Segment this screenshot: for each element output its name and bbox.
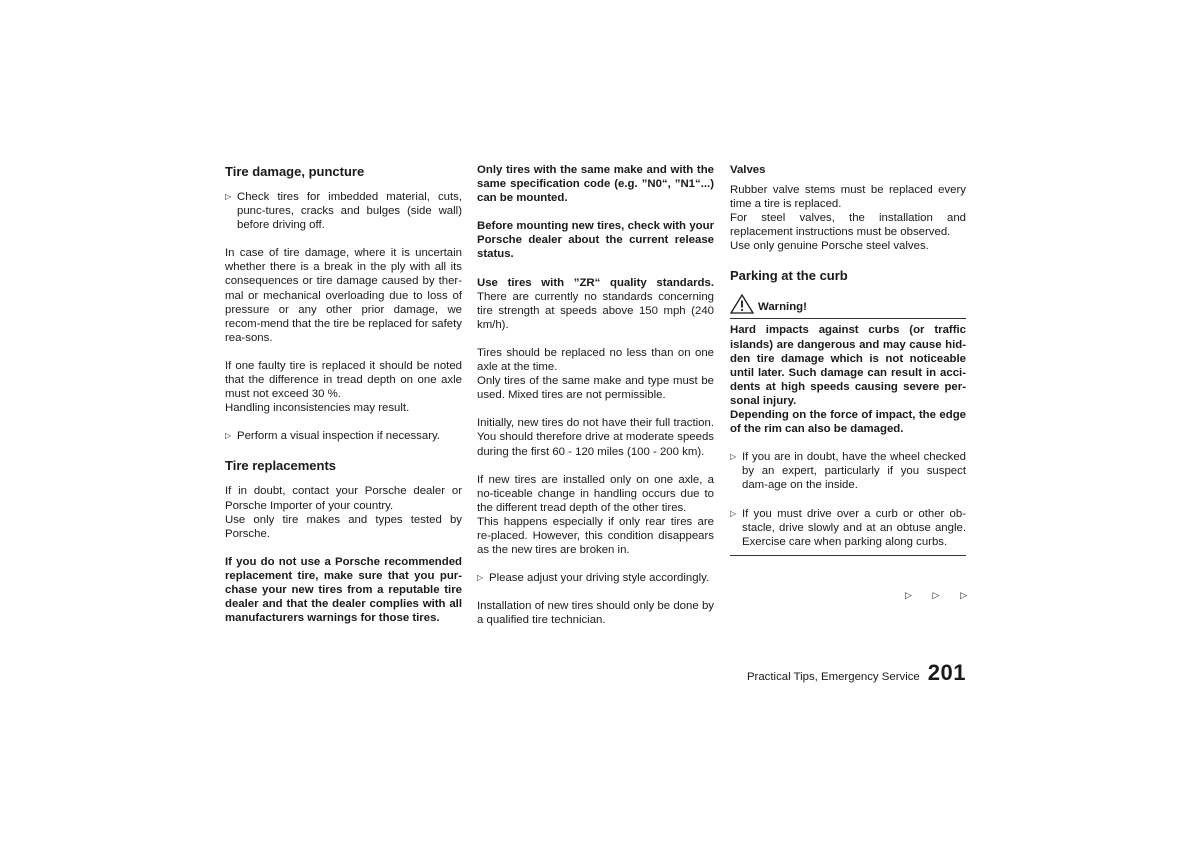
- paragraph: If new tires are installed only on one axle, a no-ticeable change in handling occurs due to the different tread depth of the other tires.: [477, 473, 714, 514]
- triangle-bullet-icon: ▷: [225, 431, 232, 441]
- triangle-bullet-icon: ▷: [225, 192, 232, 201]
- triangle-right-icon: ▷: [960, 590, 967, 600]
- bullet-text: Perform a visual inspection if necessary.: [237, 430, 441, 443]
- heading-tire-damage: Tire damage, puncture: [225, 164, 365, 179]
- column-right: [730, 163, 966, 556]
- paragraph-bold: Only tires with the same make and with the same specification code (e.g. ”N0“, ”N1“...) can be mounted.: [477, 164, 714, 205]
- paragraph: Rubber valve stems must be replaced every time a tire is replaced.: [730, 184, 966, 211]
- paragraph: Tires should be replaced no less than on one axle at the time.: [477, 346, 714, 374]
- warning-divider-top: [730, 318, 966, 319]
- warning-header: [730, 294, 966, 314]
- paragraph: If in doubt, contact your Porsche dealer or Porsche Importer of your country.: [225, 485, 462, 512]
- paragraph-zr-standards: [477, 276, 714, 332]
- triangle-bullet-icon: ▷: [730, 508, 737, 518]
- column-left: [225, 163, 462, 639]
- warning-triangle-icon: [730, 294, 754, 314]
- column-middle: [477, 163, 714, 641]
- bullet-visual-inspection: [225, 429, 462, 443]
- paragraph: Only tires of the same make and type must be used. Mixed tires are not permissible.: [477, 375, 714, 402]
- paragraph-bold: Before mounting new tires, check with your Porsche dealer about the current release status.: [477, 220, 714, 261]
- paragraph: Use only genuine Porsche steel valves.: [730, 240, 929, 253]
- paragraph-bold: If you do not use a Porsche recommended replacement tire, make sure that you pur-chase your new tires from a reputable tire dealer and that the dealer complies with all manufacturers warnings for those tires.: [225, 555, 462, 625]
- bullet-check-tires: [225, 190, 462, 232]
- paragraph-rest: There are currently no standards concerning tire strength at speeds above 150 mph (240 km/h).: [477, 290, 714, 331]
- warning-paragraph: Depending on the force of impact, the edge of the rim can also be damaged.: [730, 409, 966, 436]
- bullet-adjust-style: [477, 571, 714, 585]
- bullet-drive-over-curb: [730, 507, 966, 549]
- bullet-text: If you must drive over a curb or other ob-stacle, drive slowly and at an obtuse angle. Exercise care when parking along curbs.: [742, 507, 966, 548]
- section-title: Practical Tips, Emergency Service: [746, 671, 920, 683]
- bullet-text: If you are in doubt, have the wheel checked by an expert, particularly if you suspect dam-age on the inside.: [742, 451, 966, 492]
- paragraph: Handling inconsistencies may result.: [225, 402, 410, 415]
- bold-lead: Use tires with ”ZR“ quality standards.: [477, 276, 714, 289]
- triangle-bullet-icon: ▷: [477, 573, 484, 583]
- warning-divider-bottom: [730, 555, 966, 556]
- triangle-right-icon: ▷: [932, 590, 940, 600]
- paragraph: Installation of new tires should only be done by a qualified tire technician.: [477, 600, 714, 627]
- triangle-bullet-icon: ▷: [730, 452, 737, 462]
- bullet-wheel-checked: [730, 450, 966, 492]
- paragraph: Initially, new tires do not have their full traction. You should therefore drive at moderate speeds during the first 60 - 120 miles (100 - 200 km).: [477, 417, 714, 458]
- heading-valves: Valves: [730, 164, 766, 176]
- heading-parking-curb: Parking at the curb: [730, 268, 848, 284]
- paragraph: In case of tire damage, where it is uncertain whether there is a break in the ply with all its consequences or tire damage caused by ther-mal or mechanical overloading due to loss of pressure or any other prior damage, we recom-mend that the tire be replaced for safety rea-sons.: [225, 247, 462, 344]
- heading-tire-replacements: Tire replacements: [225, 458, 337, 474]
- bullet-text: Check tires for imbedded material, cuts, punc-tures, cracks and bulges (side wall) before driving off.: [237, 191, 462, 232]
- page-footer: [747, 660, 966, 686]
- bullet-text: Please adjust your driving style accordingly.: [489, 572, 710, 585]
- warning-label: Warning!: [758, 301, 807, 314]
- paragraph: This happens especially if only rear tires are re-placed. However, this condition disappears as the new tires are broken in.: [477, 515, 714, 557]
- page-number: 201: [927, 660, 966, 685]
- triangle-right-icon: ▷: [905, 590, 912, 600]
- paragraph: Use only tire makes and types tested by Porsche.: [225, 513, 462, 540]
- paragraph: If one faulty tire is replaced it should be noted that the difference in tread depth on one axle must not exceed 30 %.: [225, 359, 462, 401]
- continued-arrows: [905, 590, 967, 601]
- warning-paragraph: Hard impacts against curbs (or traffic islands) are dangerous and may cause hid-den tire damage which is not noticeable until later. Such damage can result in acci-dents at high speeds causing severe per-sonal injury.: [730, 324, 966, 407]
- paragraph: For steel valves, the installation and replacement instructions must be observed.: [730, 212, 966, 239]
